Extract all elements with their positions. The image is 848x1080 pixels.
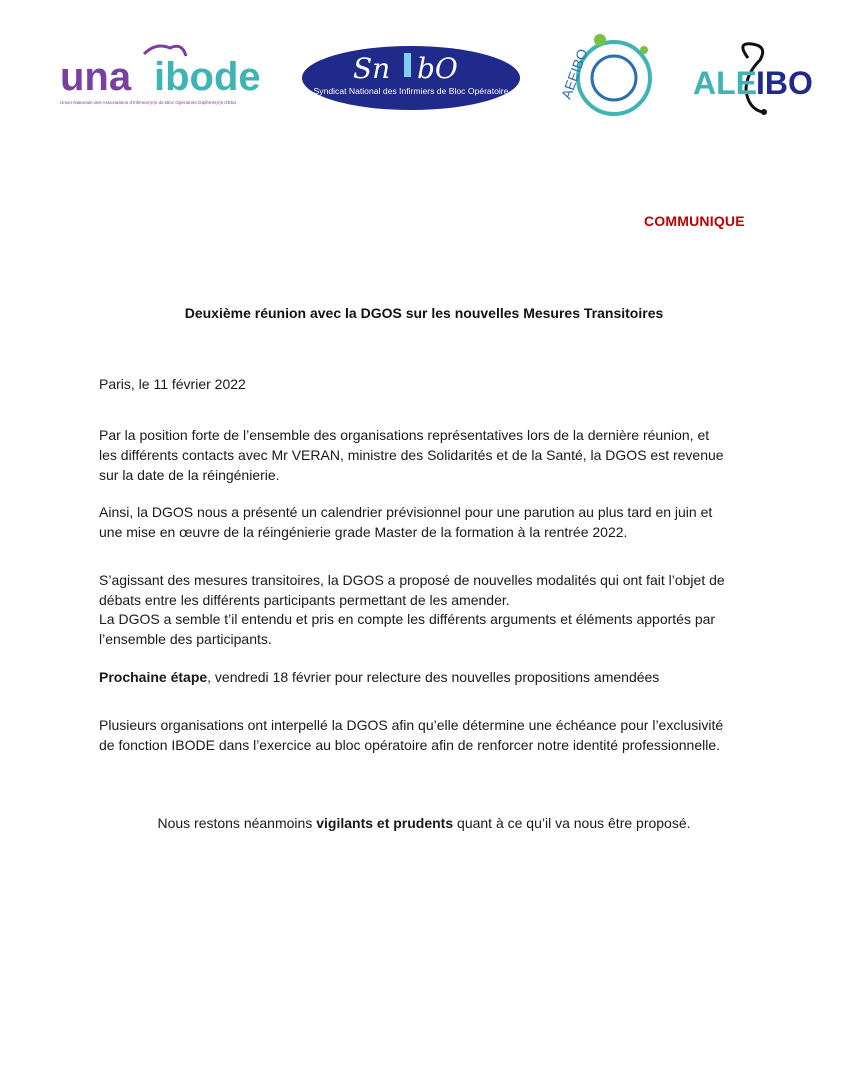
snibo-i-bar-icon [404, 53, 411, 77]
paragraph-next-step [99, 667, 759, 687]
paragraph-line: de fonction IBODE dans l’exercice au bloc opératoire afin de renforcer notre identité professionnelle. [99, 737, 721, 753]
closing-emphasis: vigilants et prudents [316, 815, 454, 831]
paragraph-line: La DGOS a semble t’il entendu et pris en compte les différents arguments et éléments apportés par [99, 611, 716, 627]
snibo-caption: Syndicat National des Infirmiers de Bloc Opératoire [313, 86, 509, 96]
closing-text-end: quant à ce qu’il va nous être proposé. [453, 815, 691, 831]
snibo-logo [301, 44, 521, 112]
unaibode-wordmark-a: una [60, 55, 132, 99]
aeeibo-wordmark: AEEIBO [557, 46, 591, 102]
logo-header [0, 0, 848, 140]
aleibo-wordmark-a: ALE [693, 65, 757, 101]
snibo-wordmark-a: Sn [353, 52, 391, 85]
paragraph-line: Plusieurs organisations ont interpellé la DGOS afin qu’elle détermine une échéance pour l’exclusivité [99, 717, 724, 733]
unaibode-logo [58, 38, 268, 110]
next-step-text: , vendredi 18 février pour relecture des nouvelles propositions amendées [207, 669, 660, 685]
paragraph-transitional-measures [99, 570, 759, 610]
communique-label: COMMUNIQUE [644, 213, 745, 229]
aeeibo-logo [552, 26, 662, 126]
paragraph-exclusivity [99, 715, 767, 755]
aleibo-logo [690, 38, 813, 118]
paragraph-line: débats entre les différents participants permettant de les amender. [99, 592, 510, 608]
paragraph-line: Par la position forte de l’ensemble des organisations représentatives lors de la dernière réunion, et [99, 427, 710, 443]
paragraph-line: S’agissant des mesures transitoires, la DGOS a proposé de nouvelles modalités qui ont fait l’objet de [99, 572, 725, 588]
date-line: Paris, le 11 février 2022 [99, 376, 246, 392]
unaibode-caption: Union Nationale des Associations d'Infirmier(e)s de Bloc Opératoire Diplômé(e)s d'Etat [60, 100, 236, 105]
snibo-wordmark-b: bO [417, 52, 458, 85]
closing-text: Nous restons néanmoins [157, 815, 317, 831]
aeeibo-inner-ring-icon [592, 56, 636, 100]
unaibode-wordmark-b: ibode [154, 55, 261, 99]
paragraph-calendar [99, 502, 759, 542]
next-step-label: Prochaine étape [99, 669, 208, 685]
document-title: Deuxième réunion avec la DGOS sur les nouvelles Mesures Transitoires [184, 305, 664, 321]
paragraph-line: les différents contacts avec Mr VERAN, ministre des Solidarités et de la Santé, la DGOS est revenue [99, 447, 724, 463]
paragraph-line: l’ensemble des participants. [99, 631, 272, 647]
aleibo-wordmark-b: IBO [756, 65, 813, 101]
aeeibo-dot-icon [594, 34, 606, 46]
paragraph-line: Ainsi, la DGOS nous a présenté un calendrier prévisionnel pour une parution au plus tard en juin et [99, 504, 713, 520]
paragraph-line: sur la date de la réingénierie. [99, 467, 280, 483]
paragraph-line: une mise en œuvre de la réingénierie grade Master de la formation à la rentrée 2022. [99, 524, 628, 540]
closing-statement [0, 813, 848, 833]
paragraph-intro [99, 425, 759, 485]
paragraph-dgos-response [99, 609, 759, 649]
